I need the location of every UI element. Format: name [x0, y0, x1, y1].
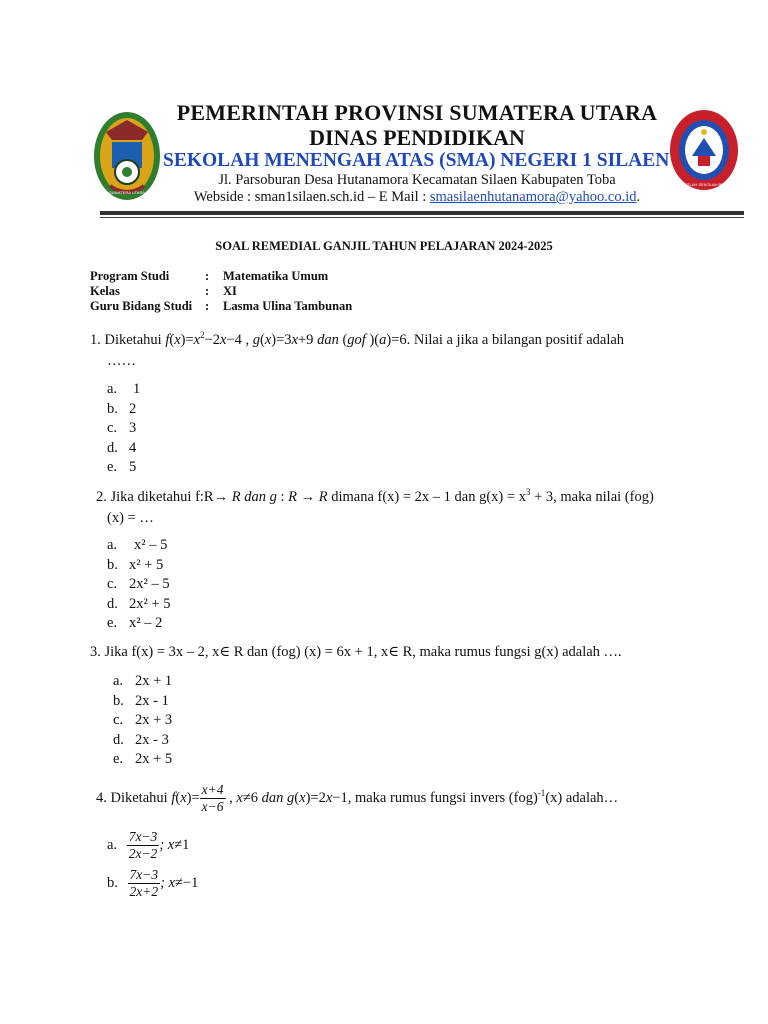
email-link[interactable]: smasilaenhutanamora@yahoo.co.id [429, 189, 637, 205]
meta-value: Lasma Ulina Tambunan [223, 299, 353, 313]
option-letter: a. [107, 837, 118, 853]
option-text: 2 [129, 400, 137, 417]
option-text: x² – 2 [129, 615, 163, 632]
option-text: 2x - 1 [135, 692, 169, 709]
meta-colon: : [205, 299, 210, 313]
option-letter: a. [107, 537, 118, 553]
meta-value: Matematika Umum [223, 269, 329, 283]
option-letter: a. [113, 673, 124, 689]
svg-text:SUMATERA UTARA: SUMATERA UTARA [108, 190, 146, 195]
option-letter: c. [107, 576, 118, 593]
fraction: $\frac{7x-3}{2x-2}$ [128, 829, 158, 862]
option-letter: b. [107, 875, 118, 891]
question-2: 2. Jika diketahui f:R→ R dan g : R → R dimana f(x) = 2x – 1 dan $g(x) = x^3 + 3$, maka nilai (fog) [96, 487, 654, 505]
fraction: $\frac{x+4}{x-6}$ [201, 782, 224, 815]
question-1-cont: …… [107, 353, 136, 369]
exam-title: SOAL REMEDIAL GANJIL TAHUN PELAJARAN 2024-2025 [215, 239, 553, 253]
option-letter: b. [107, 556, 118, 573]
svg-text:BERBUATLAH SEKOLAH BERSATU: BERBUATLAH SEKOLAH BERSATU [670, 182, 738, 187]
question-4-tail2: (x) adalah… [545, 790, 619, 806]
question-4: 4. Diketahui f(x)= $\frac{x+4}{x-6}$ , x≠6 dan g(x)=2x−1, maka rumus fungsi invers (fog)$^{-1}$(x) adalah… [96, 782, 619, 815]
option-letter: a. [107, 381, 118, 397]
meta-key: Guru Bidang Studi [90, 299, 193, 313]
option-text: 1 [133, 381, 141, 397]
option-letter: d. [107, 595, 118, 612]
question-4-lead: 4. Diketahui [96, 790, 168, 806]
option-letter: e. [107, 459, 118, 476]
question-4-option-b[interactable]: b. $\frac{7x-3}{2x+2}$ ; x≠−1 [107, 867, 199, 900]
option-letter: e. [113, 751, 124, 768]
option-text: 2x² + 5 [129, 595, 171, 612]
question-1-tail: Nilai a jika a bilangan positif adalah [413, 332, 625, 348]
option-letter: c. [113, 712, 124, 729]
website-text: Webside : sman1silaen.sch.id – E Mail : [193, 189, 430, 205]
letterhead-department: DINAS PENDIDIKAN [309, 125, 525, 150]
letterhead-government: PEMERINTAH PROVINSI SUMATERA UTARA [176, 100, 658, 125]
question-2-mid: dimana f(x) = 2x – 1 dan g(x) = x [331, 489, 526, 505]
question-2-cont: (x) = … [107, 510, 154, 526]
question-4-tail: , maka rumus fungsi invers (fog) [347, 790, 538, 806]
meta-key: Kelas [90, 284, 120, 298]
question-4-option-a[interactable]: a. $\frac{7x-3}{2x-2}$ ; x≠1 [107, 829, 190, 862]
option-text: x² + 5 [129, 556, 164, 573]
option-text: 2x + 1 [135, 673, 173, 689]
meta-colon: : [205, 269, 210, 283]
option-text: 2x - 3 [135, 731, 169, 748]
option-text: 2x² – 5 [129, 576, 170, 593]
option-letter: c. [107, 420, 118, 437]
meta-key: Program Studi [90, 269, 170, 283]
meta-colon: : [205, 284, 210, 298]
question-2-tail: + 3, maka nilai (fog) [534, 489, 654, 505]
question-2-lead: 2. Jika diketahui f:R [96, 489, 214, 505]
option-text: 4 [129, 439, 137, 456]
option-letter: b. [107, 400, 118, 417]
option-letter: d. [113, 731, 124, 748]
question-3: 3. Jika f(x) = 3x – 2, x∈ R dan (fog) (x) = 6x + 1, x∈ R, maka rumus fungsi g(x) adalah …. [90, 644, 622, 660]
option-text: 2x + 3 [135, 712, 173, 729]
option-letter: e. [107, 615, 118, 632]
letterhead-rule-thick [100, 211, 744, 215]
meta-value: XI [223, 284, 237, 298]
email-suffix: . [636, 189, 641, 205]
option-letter: b. [113, 692, 124, 709]
fraction: $\frac{7x-3}{2x+2}$ [129, 867, 159, 900]
option-text: 5 [129, 459, 137, 476]
question-1-lead: 1. Diketahui [90, 332, 162, 348]
question-1-formula: f [165, 332, 170, 348]
option-text: 3 [129, 420, 137, 437]
option-letter: d. [107, 439, 118, 456]
province-emblem-logo [92, 110, 162, 202]
option-text: x² – 5 [134, 537, 168, 553]
option-text: 2x + 5 [135, 751, 173, 768]
letterhead-address: Jl. Parsoburan Desa Hutanamora Kecamatan Silaen Kabupaten Toba [218, 172, 616, 188]
letterhead-school-name: SEKOLAH MENENGAH ATAS (SMA) NEGERI 1 SILAEN [163, 150, 670, 171]
question-1: 1. Diketahui $f(x)=x^2-2x-4$ , g(x)=3x+9 dan (gof )(a)=6. Nilai a jika a bilangan positif adalah [90, 330, 625, 348]
letterhead-rule-thin [100, 217, 744, 218]
letterhead-contact [172, 189, 662, 206]
school-emblem-logo [668, 108, 740, 192]
